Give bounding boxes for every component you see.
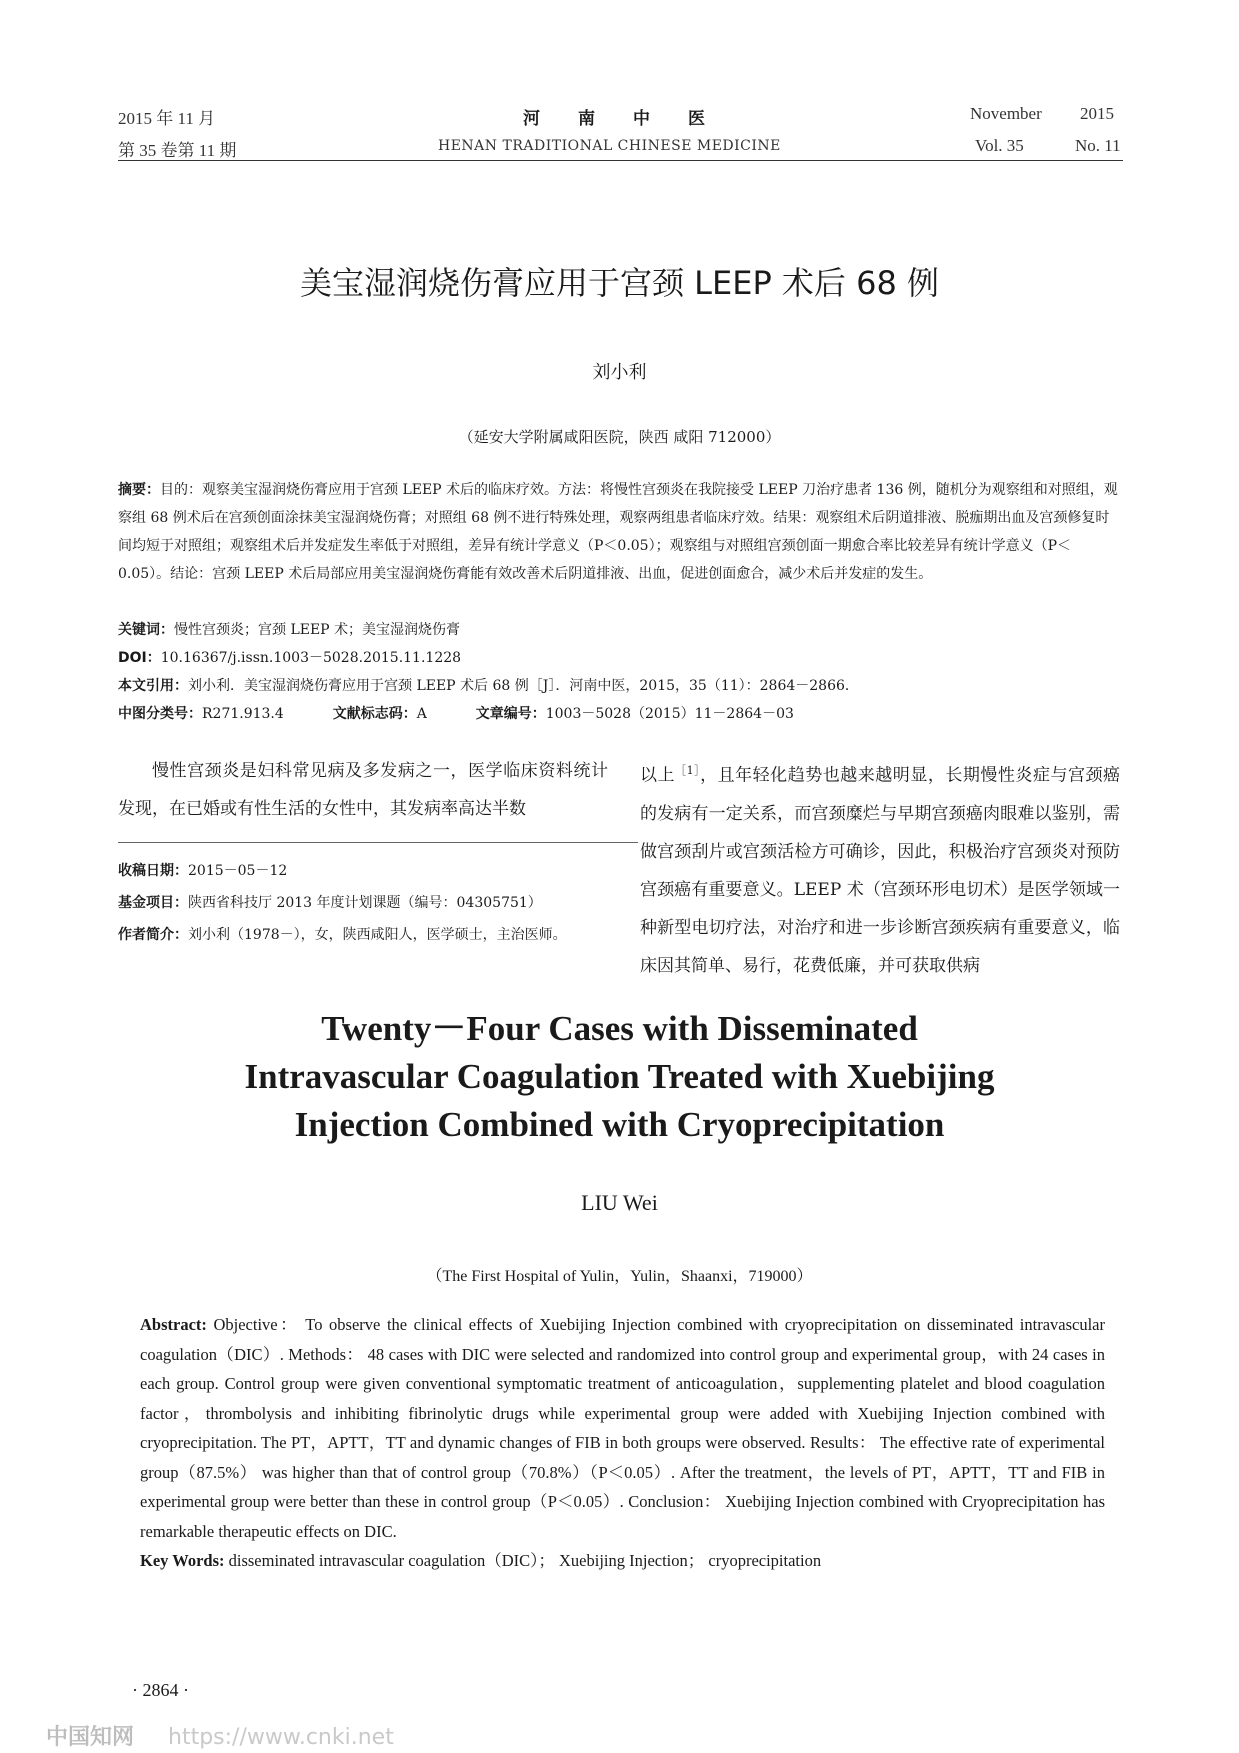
doi-label: DOI： xyxy=(118,650,161,666)
doc-code-value: A xyxy=(416,706,427,722)
body-col1: 慢性宫颈炎是妇科常见病及多发病之一，医学临床资料统计发现，在已婚或有性生活的女性中，其发病率高达半数 xyxy=(118,761,608,819)
article-title-en xyxy=(0,1005,1239,1149)
citation xyxy=(118,672,1118,700)
doc-code-label: 文献标志码： xyxy=(332,706,417,722)
article-title-cn: 美宝湿润烧伤膏应用于宫颈 LEEP 术后 68 例 xyxy=(300,264,939,302)
author-info-label: 作者简介： xyxy=(118,927,188,943)
clc-value: R271.913.4 xyxy=(202,706,284,722)
affiliation-en: （The First Hospital of Yulin，Yulin，Shaanxi，719000） xyxy=(426,1268,813,1285)
author-cn: 刘小利 xyxy=(592,362,647,383)
author-info-text: 刘小利（1978－），女，陕西咸阳人，医学硕士，主治医师。 xyxy=(188,927,567,943)
keywords-cn xyxy=(118,616,1118,644)
citation-label: 本文引用： xyxy=(118,678,188,694)
clc-label: 中图分类号： xyxy=(118,706,202,722)
abstract-en xyxy=(140,1310,1105,1576)
title-en-line3: Injection Combined with Cryoprecipitation xyxy=(294,1105,945,1144)
title-en-line2: Intravascular Coagulation Treated with Xuebijing xyxy=(244,1057,995,1096)
keywords-en-label: Key Words: xyxy=(140,1551,225,1570)
citation-text: 刘小利．美宝湿润烧伤膏应用于宫颈 LEEP 术后 68 例［J］．河南中医，2015，35（11）：2864－2866． xyxy=(188,678,859,694)
classification-row xyxy=(118,700,1118,728)
footnote-rule xyxy=(118,842,638,843)
header-date: 2015 年 11 月 xyxy=(118,109,216,128)
header-volume: 第 35 卷第 11 期 xyxy=(118,141,237,160)
keywords-en-text: disseminated intravascular coagulation（DIC）； Xuebijing Injection； cryoprecipitation xyxy=(228,1551,822,1570)
header-no-en: No. 11 xyxy=(1075,136,1121,155)
abstract-en-label: Abstract: xyxy=(140,1315,207,1334)
fund-label: 基金项目： xyxy=(118,895,188,911)
doi-value: 10.16367/j.issn.1003－5028.2015.11.1228 xyxy=(160,650,462,666)
keywords-cn-text: 慢性宫颈炎；宫颈 LEEP 术；美宝湿润烧伤膏 xyxy=(174,622,461,638)
journal-name-en: HENAN TRADITIONAL CHINESE MEDICINE xyxy=(438,138,781,154)
keywords-cn-label: 关键词： xyxy=(118,622,174,638)
fund-text: 陕西省科技厅 2013 年度计划课题（编号：04305751） xyxy=(188,895,542,911)
header-year-en: 2015 xyxy=(1080,104,1114,123)
abstract-en-text: Objective： To observe the clinical effects of Xuebijing Injection combined with cryoprecipitation on disseminated intravascular coagulation（DIC）. Methods： 48 cases with DIC were selected and randomized into control group and experimental group，with 24 cases in each group. Control group were given conventional symptomatic treatment of anticoagulation，supplementing platelet and blood coagulation factor，thrombolysis and inhibiting fibrinolytic drugs while experimental group were added with Xuebijing Injection combined with cryoprecipitation. The PT，APTT，TT and dynamic changes of FIB in both groups were observed. Results： The effective rate of experimental group（87.5%） was higher than that of control group（70.8%）（P＜0.05）. After the treatment，the levels of PT，APTT，TT and FIB in experimental group were better than these in control group（P＜0.05）. Conclusion： Xuebijing Injection combined with Cryoprecipitation has remarkable therapeutic effects on DIC. xyxy=(140,1315,1105,1541)
abstract-cn-label: 摘要： xyxy=(118,482,160,498)
cnki-url[interactable]: https://www.cnki.net xyxy=(168,1725,394,1750)
author-en: LIU Wei xyxy=(581,1190,658,1215)
received-label: 收稿日期： xyxy=(118,863,188,879)
doi xyxy=(118,644,1118,672)
header-vol-en: Vol. 35 xyxy=(975,136,1024,155)
body-col2-prefix: 以上 xyxy=(640,765,676,786)
affiliation-cn: （延安大学附属咸阳医院，陕西 咸阳 712000） xyxy=(458,428,781,446)
article-no-label: 文章编号： xyxy=(475,706,546,722)
body-col2-rest: ，且年轻化趋势也越来越明显，长期慢性炎症与宫颈癌的发病有一定关系，而宫颈糜烂与早期宫颈癌肉眼难以鉴别，需做宫颈刮片或宫颈活检方可确诊，因此，积极治疗宫颈炎对预防宫颈癌有重要意义。LEEP 术（宫颈环形电切术）是医学领域一种新型电切疗法，对治疗和进一步诊断宫颈疾病有重要意义，临床因其简单、易行，花费低廉，并可获取供病 xyxy=(640,765,1121,976)
footnotes xyxy=(118,855,638,951)
page-number: · 2864 · xyxy=(132,1680,189,1700)
cnki-logo: 中国知网 xyxy=(46,1725,135,1750)
header-month-en: November xyxy=(970,104,1042,123)
body-col2 xyxy=(640,752,1120,985)
received-date: 2015－05－12 xyxy=(188,863,288,879)
body-col2-ref: ［1］ xyxy=(675,764,701,777)
journal-name-cn: 河南中医 xyxy=(523,109,743,129)
article-no-value: 1003－5028（2015）11－2864－03 xyxy=(545,706,794,722)
header-rule xyxy=(118,160,1123,161)
title-en-line1: Twenty－Four Cases with Disseminated xyxy=(321,1009,918,1048)
abstract-cn-text: 目的：观察美宝湿润烧伤膏应用于宫颈 LEEP 术后的临床疗效。方法：将慢性宫颈炎在我院接受 LEEP 刀治疗患者 136 例，随机分为观察组和对照组，观察组 68 例术后在宫颈创面涂抹美宝湿润烧伤膏；对照组 68 例不进行特殊处理，观察两组患者临床疗效。结果：观察组术后阴道排液、脱痂期出血及宫颈修复时间均短于对照组；观察组术后并发症发生率低于对照组，差异有统计学意义（P＜0.05）；观察组与对照组宫颈创面一期愈合率比较差异有统计学意义（P＜0.05）。结论：宫颈 LEEP 术后局部应用美宝湿润烧伤膏能有效改善术后阴道排液、出血，促进创面愈合，减少术后并发症的发生。 xyxy=(118,482,1118,582)
cnki-watermark xyxy=(46,1720,394,1751)
abstract-cn xyxy=(118,476,1118,588)
